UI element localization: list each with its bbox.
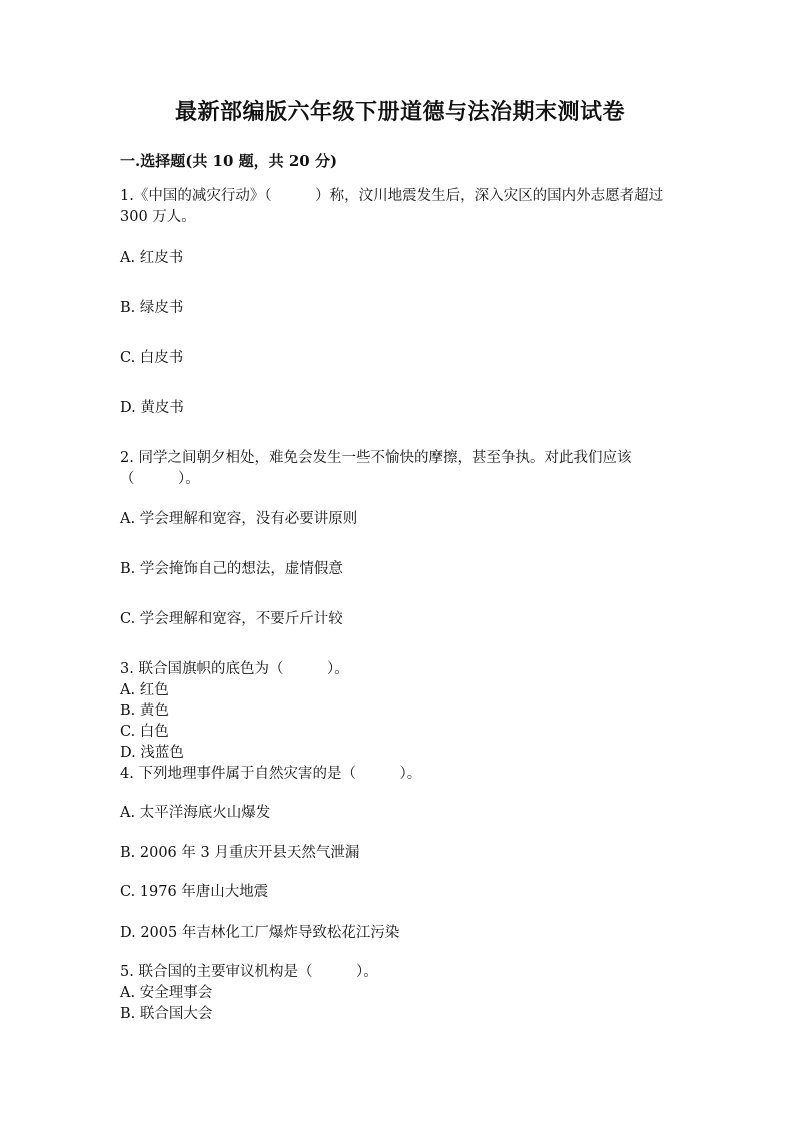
question-3-option-c: C. 白色 [120,724,169,740]
question-4-option-a: A. 太平洋海底火山爆发 [120,805,271,821]
question-2-option-c: C. 学会理解和宽容，不要斤斤计较 [120,611,343,627]
page-title: 最新部编版六年级下册道德与法治期末测试卷 [174,99,625,125]
question-4-option-d: D. 2005 年吉林化工厂爆炸导致松花江污染 [120,925,400,941]
question-4-option-c: C. 1976 年唐山大地震 [120,884,269,900]
question-5-stem: 5. 联合国的主要审议机构是（ ）。 [120,964,378,980]
question-4-option-b: B. 2006 年 3 月重庆开县天然气泄漏 [120,845,360,861]
question-3-option-a: A. 红色 [120,682,169,698]
question-3-option-b: B. 黄色 [120,703,169,719]
question-1-option-a: A. 红皮书 [120,250,184,266]
question-3-stem: 3. 联合国旗帜的底色为（ ）。 [120,661,349,677]
section-heading: 一.选择题(共 10 题，共 20 分) [120,152,338,170]
question-3-option-d: D. 浅蓝色 [120,745,184,761]
question-1-option-c: C. 白皮书 [120,350,184,366]
question-1-option-d: D. 黄皮书 [120,400,184,416]
question-4-stem: 4. 下列地理事件属于自然灾害的是（ ）。 [120,766,422,782]
question-2-option-b: B. 学会掩饰自己的想法，虚情假意 [120,561,343,577]
question-5-option-b: B. 联合国大会 [120,1006,213,1022]
question-2-stem: 2. 同学之间朝夕相处，难免会发生一些不愉快的摩擦，甚至争执。对此我们应该（ ）。 [120,450,632,487]
question-1-stem: 1.《中国的减灾行动》（ ）称，汶川地震发生后，深入灾区的国内外志愿者超过 300 万人。 [120,188,664,225]
question-2-option-a: A. 学会理解和宽容，没有必要讲原则 [120,511,358,527]
question-5-option-a: A. 安全理事会 [120,985,213,1001]
question-1-option-b: B. 绿皮书 [120,300,184,316]
